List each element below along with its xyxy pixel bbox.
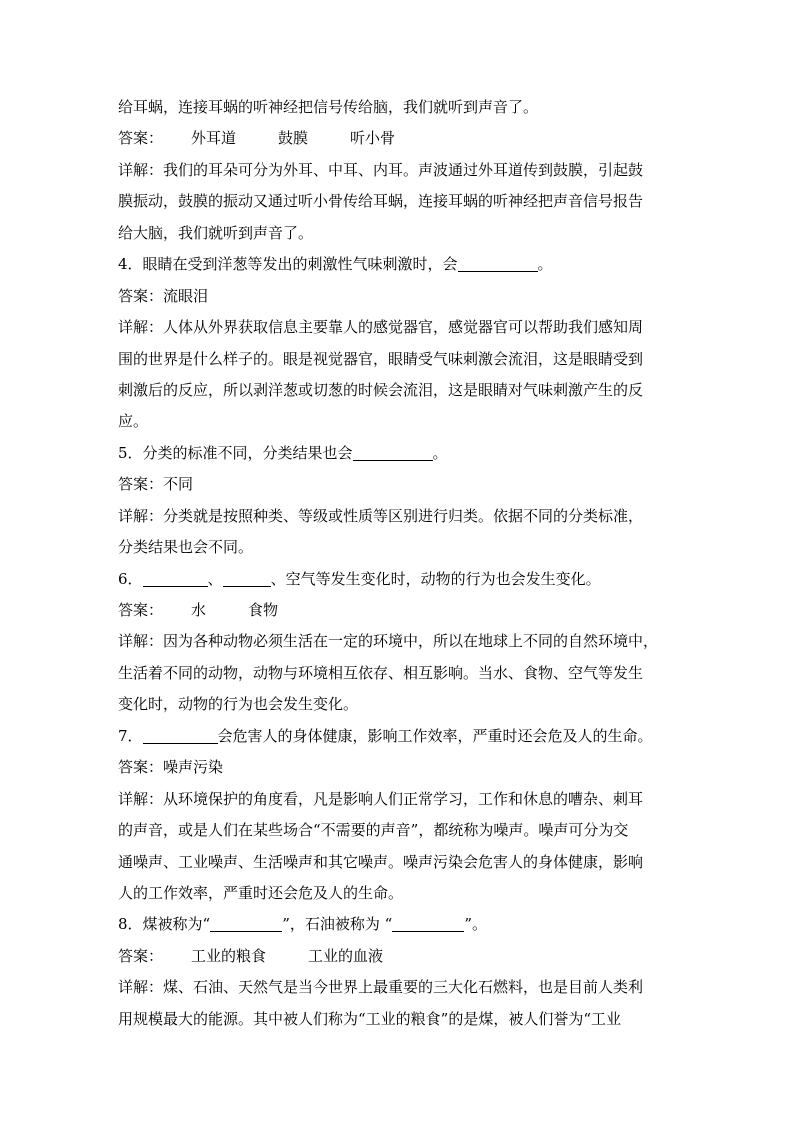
answer-line-6 xyxy=(118,595,678,626)
question-text: 、 xyxy=(207,569,223,588)
question-6 xyxy=(118,564,678,595)
fill-blank xyxy=(210,915,282,932)
question-text: 7． xyxy=(118,726,143,745)
answer-item: 水 xyxy=(191,601,207,619)
answer-item: 工业的血液 xyxy=(308,946,384,965)
answer-label: 答案： xyxy=(118,129,164,148)
explanation-line: 详解：我们的耳朵可分为外耳、中耳、内耳。声波通过外耳道传到鼓膜，引起鼓 xyxy=(118,160,644,179)
fill-blank xyxy=(458,255,538,272)
explanation-line: 围的世界是什么样子的。眼是视觉器官，眼睛受气味刺激会流泪，这是眼睛受到 xyxy=(118,349,644,368)
question-7 xyxy=(118,721,678,752)
fill-blank xyxy=(353,444,433,461)
question-text: 、空气等发生变化时，动物的行为也会发生变化。 xyxy=(270,569,601,588)
document-page xyxy=(118,92,678,1035)
explanation-line: 详解：从环境保护的角度看，凡是影响人们正常学习，工作和休息的嘈杂、刺耳 xyxy=(118,789,644,808)
answer-label: 答案： xyxy=(118,946,164,965)
question-text: 5．分类的标准不同，分类结果也会 xyxy=(118,443,353,462)
question-text: 。 xyxy=(432,443,448,462)
explanation-line: 生活着不同的动物，动物与环境相互依存、相互影响。当水、食物、空气等发生 xyxy=(118,663,644,682)
answer-label: 答案： xyxy=(118,601,164,619)
answer-line-7: 答案：噪声污染 xyxy=(118,758,224,777)
answer-item: 鼓膜 xyxy=(278,129,309,148)
question-text: ”。 xyxy=(464,915,487,934)
fill-blank xyxy=(223,570,271,587)
answer-line-4: 答案：流眼泪 xyxy=(118,286,209,305)
explanation-line: 刺激后的反应，所以剥洋葱或切葱的时候会流泪，这是眼睛对气味刺激产生的反 xyxy=(118,380,644,399)
explanation-line: 详解：煤、石油、天然气是当今世界上最重要的三大化石燃料，也是目前人类利 xyxy=(118,978,644,997)
fill-blank xyxy=(392,915,464,932)
question-text: 会危害人的身体健康，影响工作效率，严重时还会危及人的生命。 xyxy=(217,726,653,745)
explanation-line: 应。 xyxy=(118,412,149,431)
answer-line-3 xyxy=(118,123,678,154)
answer-item: 听小骨 xyxy=(350,129,396,148)
explanation-line: 变化时，动物的行为也会发生变化。 xyxy=(118,695,359,714)
fill-blank xyxy=(143,727,218,744)
answer-item: 工业的粮食 xyxy=(191,946,267,965)
question-4 xyxy=(118,249,678,280)
explanation-line: 的声音，或是人们在某些场合“不需要的声音”，都统称为噪声。噪声可分为交 xyxy=(118,821,629,840)
fill-blank xyxy=(143,570,208,587)
answer-item: 食物 xyxy=(248,601,279,619)
text-line: 给耳蜗，连接耳蜗的听神经把信号传给脑，我们就听到声音了。 xyxy=(118,98,539,116)
explanation-line: 分类结果也会不同。 xyxy=(118,538,254,557)
explanation-line: 详解：人体从外界获取信息主要靠人的感觉器官，感觉器官可以帮助我们感知周 xyxy=(118,318,644,337)
question-text: 。 xyxy=(537,255,553,274)
answer-line-5: 答案：不同 xyxy=(118,475,194,494)
explanation-line: 详解：因为各种动物必须生活在一定的环境中，所以在地球上不同的自然环境中， xyxy=(118,632,659,651)
explanation-line: 人的工作效率，严重时还会危及人的生命。 xyxy=(118,883,404,902)
question-8 xyxy=(118,909,678,940)
explanation-line: 详解：分类就是按照种类、等级或性质等区别进行归类。依据不同的分类标准， xyxy=(118,506,644,525)
question-text: 4．眼睛在受到洋葱等发出的刺激性气味刺激时，会 xyxy=(118,255,458,274)
explanation-line: 膜振动，鼓膜的振动又通过听小骨传给耳蜗，连接耳蜗的听神经把声音信号报告 xyxy=(118,192,644,211)
answer-line-8 xyxy=(118,941,678,972)
question-text: 6． xyxy=(118,569,143,588)
question-text: ”，石油被称为 “ xyxy=(282,915,393,934)
question-text: 8．煤被称为“ xyxy=(118,915,211,934)
explanation-line: 给大脑，我们就听到声音了。 xyxy=(118,223,314,242)
explanation-line: 通噪声、工业噪声、生活噪声和其它噪声。噪声污染会危害人的身体健康，影响 xyxy=(118,852,644,871)
question-5 xyxy=(118,438,678,469)
answer-item: 外耳道 xyxy=(191,129,237,148)
explanation-line: 用规模最大的能源。其中被人们称为“工业的粮食”的是煤，被人们誉为“工业 xyxy=(118,1009,622,1028)
